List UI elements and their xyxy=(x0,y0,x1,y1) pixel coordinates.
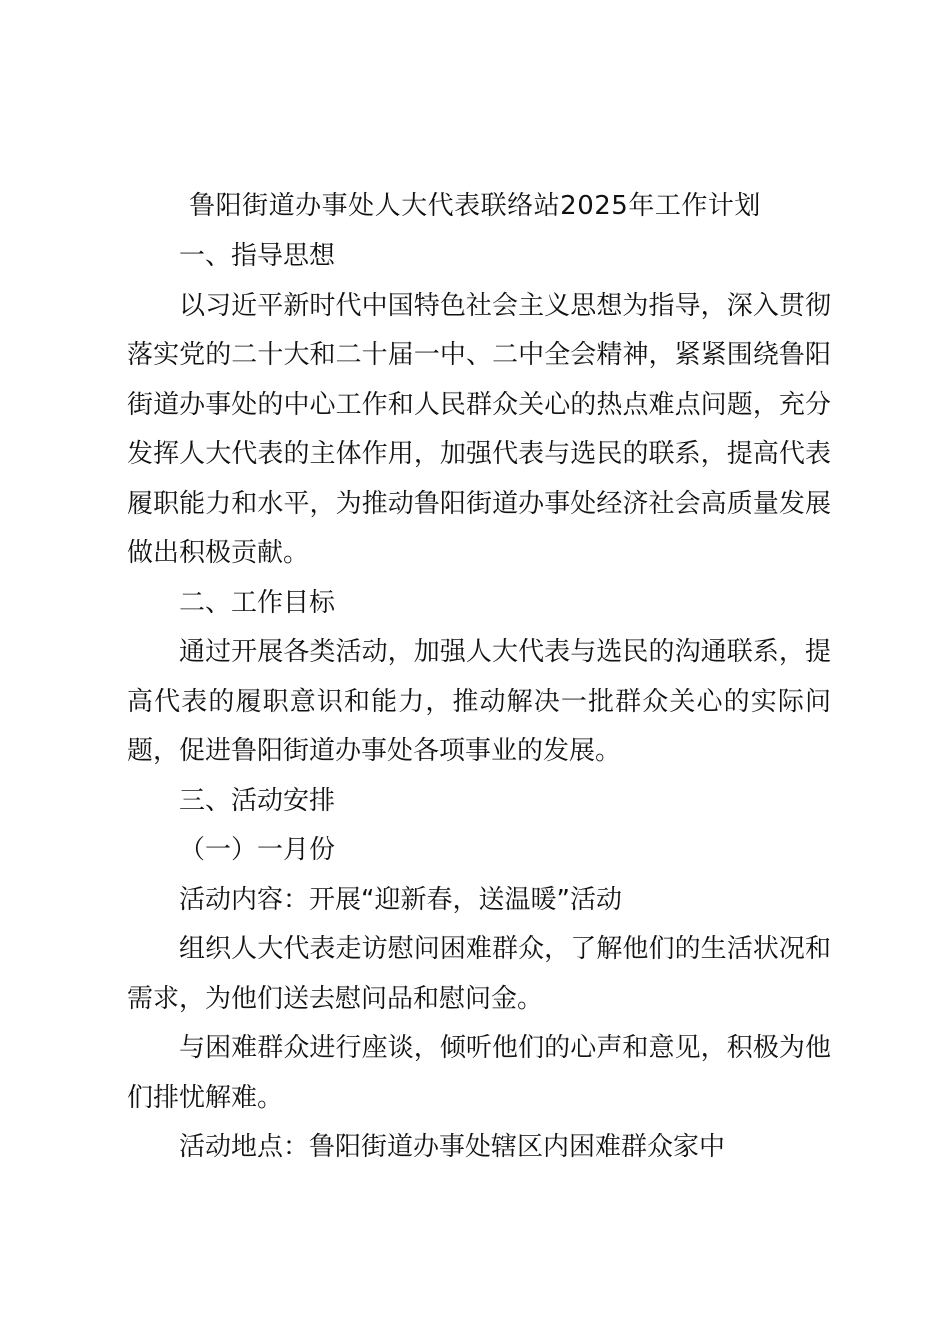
activity-forum-paragraph: 与困难群众进行座谈，倾听他们的心声和意见，积极为他们排忧解难。 xyxy=(127,1033,831,1113)
activity-visit-paragraph: 组织人大代表走访慰问困难群众，了解他们的生活状况和需求，为他们送去慰问品和慰问金。 xyxy=(127,934,831,1014)
document-title: 鲁阳街道办事处人大代表联络站2025年工作计划 xyxy=(189,191,761,221)
paragraph-guiding-ideology: 以习近平新时代中国特色社会主义思想为指导，深入贯彻落实党的二十大和二十届一中、二中全会精神，紧紧围绕鲁阳街道办事处的中心工作和人民群众关心的热点难点问题，充分发挥人大代表的主体作用，加强代表与选民的联系，提高代表履职能力和水平，为推动鲁阳街道办事处经济社会高质量发展做出积极贡献。 xyxy=(127,290,831,568)
activity-location: 活动地点：鲁阳街道办事处辖区内困难群众家中 xyxy=(179,1132,726,1162)
activity-content: 活动内容：开展“迎新春，送温暖”活动 xyxy=(179,884,622,915)
heading-work-goals: 二、工作目标 xyxy=(179,587,336,618)
paragraph-work-goals: 通过开展各类活动，加强人大代表与选民的沟通联系，提高代表的履职意识和能力，推动解决一批群众关心的实际问题，促进鲁阳街道办事处各项事业的发展。 xyxy=(127,637,831,766)
document-body xyxy=(127,232,831,1173)
heading-guiding-ideology: 一、指导思想 xyxy=(179,241,336,271)
heading-activity-arrangement: 三、活动安排 xyxy=(179,785,336,816)
subheading-january: （一）一月份 xyxy=(179,835,336,865)
